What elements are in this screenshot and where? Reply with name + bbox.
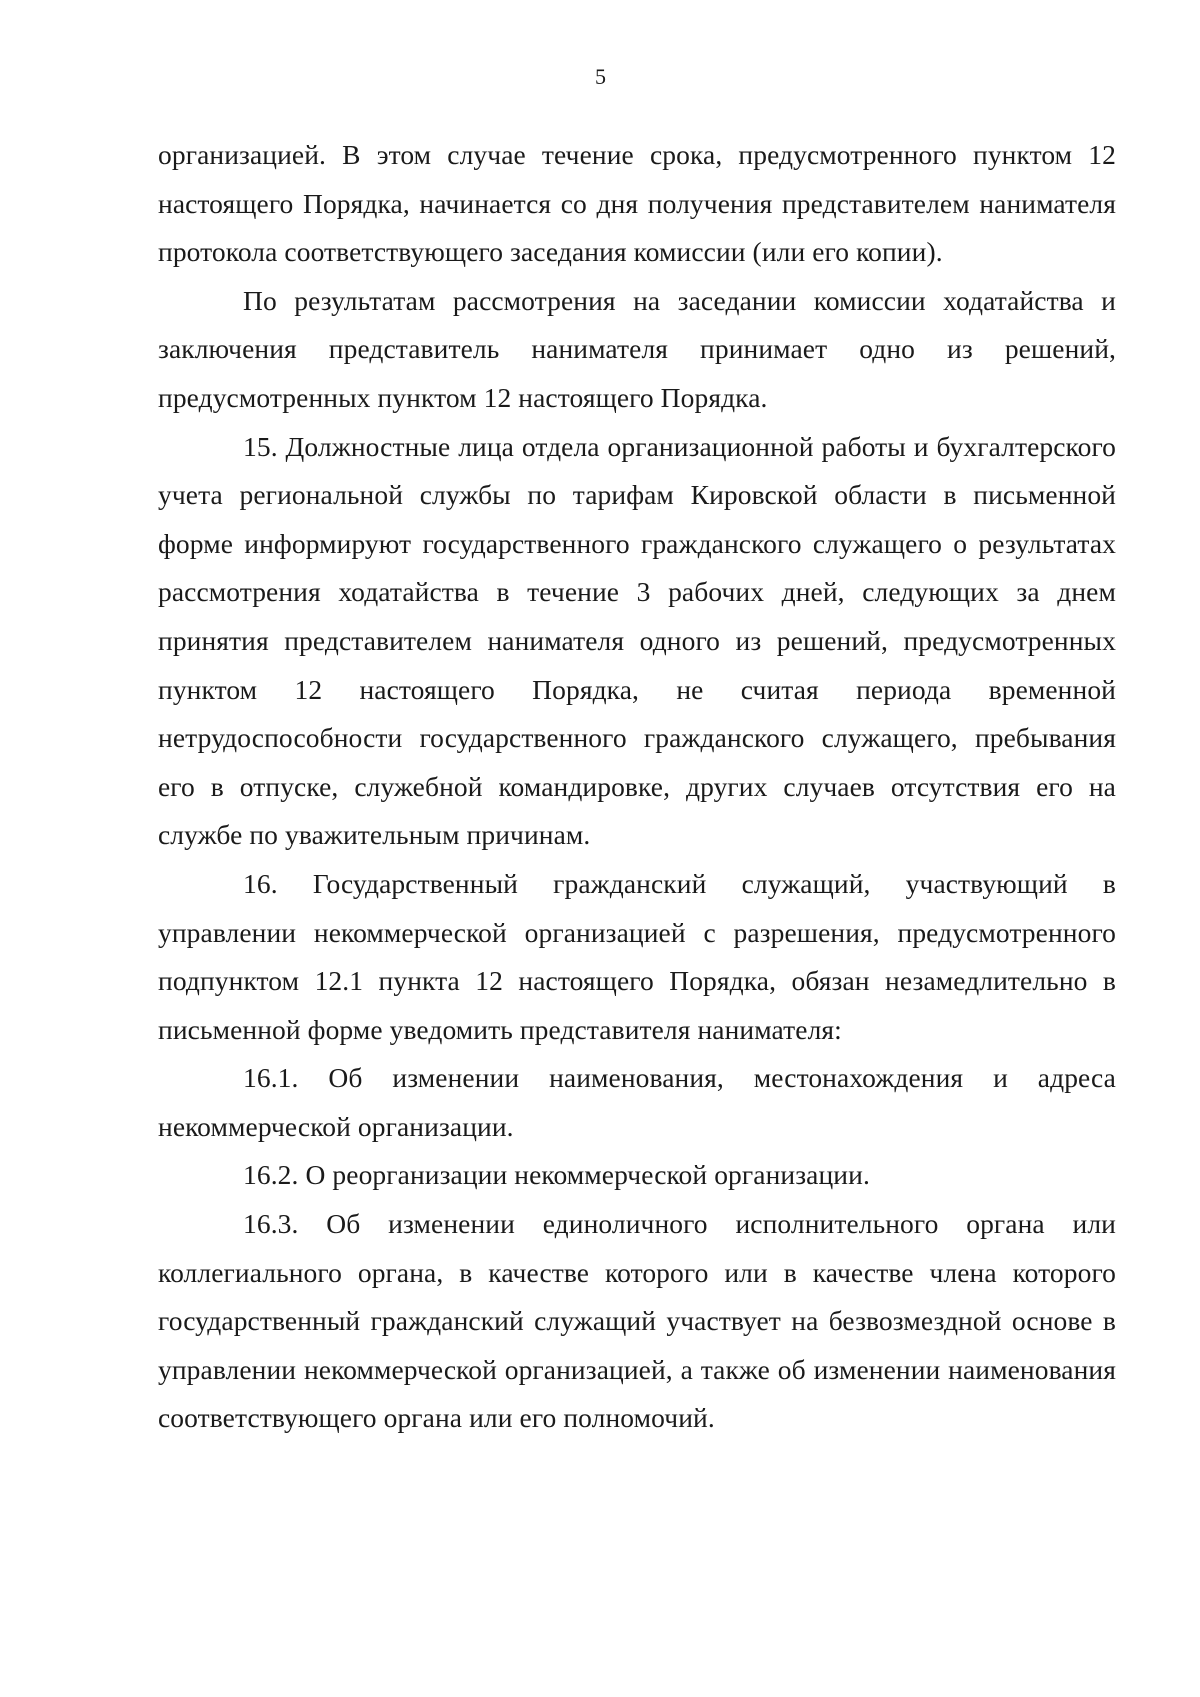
paragraph-item-16-2: 16.2. О реорганизации некоммерческой организации. bbox=[243, 1159, 870, 1191]
paragraph-item-16: 16. Государственный гражданский служащий, участвующий в управлении некоммерческой организацией с разрешения, предусмотренного подпунктом 12.1 пункта 12 настоящего Порядка, обязан незамедлительно в письменной форме уведомить представителя нанимателя: bbox=[158, 867, 1116, 1045]
document-body bbox=[158, 131, 1116, 1443]
paragraph-item-15: 15. Должностные лица отдела организационной работы и бухгалтерского учета региональной службы по тарифам Кировской области в письменной форме информируют государственного гражданского служащего о результатах рассмотрения ходатайства в течение 3 рабочих дней, следующих за днем принятия представителем нанимателя одного из решений, предусмотренных пунктом 12 настоящего Порядка, не считая периода временной нетрудоспособности государственного гражданского служащего, пребывания его в отпуске, служебной командировке, других случаев отсутствия его на службе по уважительным причинам. bbox=[158, 430, 1116, 851]
paragraph-commission-results: По результатам рассмотрения на заседании комиссии ходатайства и заключения представитель нанимателя принимает одно из решений, предусмотренных пунктом 12 настоящего Порядка. bbox=[158, 284, 1116, 413]
paragraph-item-16-3: 16.3. Об изменении единоличного исполнительного органа или коллегиального органа, в качестве которого или в качестве члена которого государственный гражданский служащий участвует на безвозмездной основе в управлении некоммерческой организацией, а также об изменении наименования соответствующего органа или его полномочий. bbox=[158, 1208, 1116, 1434]
page-number: 5 bbox=[595, 64, 606, 89]
paragraph-item-16-1: 16.1. Об изменении наименования, местонахождения и адреса некоммерческой организации. bbox=[158, 1062, 1116, 1142]
paragraph-continuation: организацией. В этом случае течение срока, предусмотренного пунктом 12 настоящего Порядка, начинается со дня получения представителем нанимателя протокола соответствующего заседания комиссии (или его копии). bbox=[158, 139, 1116, 268]
